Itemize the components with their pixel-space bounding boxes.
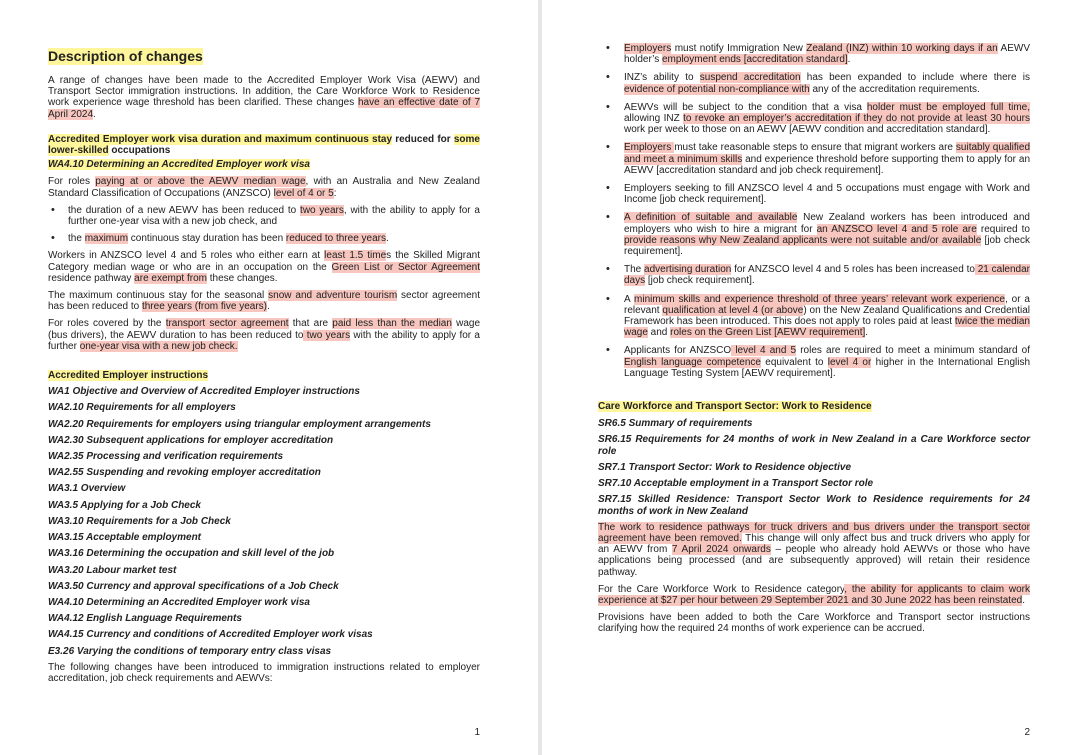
instruction-ref: E3.26 Varying the conditions of temporary entry class visas xyxy=(48,645,332,657)
highlighted-text: A definition of suitable and available xyxy=(624,212,798,224)
highlighted-text: are exempt from xyxy=(134,272,207,284)
instruction-ref: WA3.20 Labour market test xyxy=(48,564,177,576)
highlighted-text: one-year visa with a new job check. xyxy=(79,340,238,352)
highlighted-text: suspend accreditation xyxy=(699,72,801,84)
instruction-ref: WA2.20 Requirements for employers using triangular employment arrangements xyxy=(48,418,431,430)
text-run: and xyxy=(647,327,671,339)
instruction-ref: WA2.55 Suspending and revoking employer accreditation xyxy=(48,467,321,479)
highlighted-text: advertising duration xyxy=(644,264,732,276)
highlighted-text: least 1.5 time xyxy=(324,250,387,262)
residence-ref: SR7.1 Transport Sector: Work to Residence objective xyxy=(598,461,852,473)
highlighted-text: provide reasons why New Zealand applicants were not suitable and/or available xyxy=(624,234,982,246)
bullet-max-stay xyxy=(48,233,480,244)
text-run: these changes. xyxy=(206,272,278,284)
text-run: required to xyxy=(976,223,1030,235)
text-run: A xyxy=(624,293,635,305)
truck-drivers-paragraph xyxy=(598,522,1030,578)
text-run: For the Care Workforce Work to Residence category xyxy=(598,583,845,595)
highlighted-text: level of 4 or 5 xyxy=(273,187,334,199)
bullet-suitable-definition xyxy=(598,212,1030,257)
text-run: must notify Immigration New xyxy=(671,43,807,54)
text-run: sector agreement has been reduced to xyxy=(48,290,480,313)
text-run: , with an Australia and New Zealand Standard Classification of Occupations (ANZSCO) xyxy=(48,176,480,199)
instruction-ref: WA3.16 Determining the occupation and skill level of the job xyxy=(48,548,335,560)
bullet-advertising-duration xyxy=(598,264,1030,286)
page-number: 2 xyxy=(1024,727,1030,738)
highlighted-text: holder must be employed full time, xyxy=(866,101,1030,113)
highlighted-text: minimum skills and experience threshold of three years’ relevant work experience xyxy=(634,293,1005,305)
highlighted-text: level 4 and 5 xyxy=(731,345,797,357)
instruction-ref: WA2.30 Subsequent applications for employer accreditation xyxy=(48,434,334,446)
instruction-ref: WA4.15 Currency and conditions of Accredited Employer work visas xyxy=(48,629,373,641)
section-heading-accredited-employer-text: Accredited Employer instructions xyxy=(48,370,209,382)
text-run: that are xyxy=(288,318,333,330)
bullet-skills-threshold xyxy=(598,294,1030,339)
subheading-wa4-10 xyxy=(48,159,480,170)
subheading-wa4-10-text: WA4.10 Determining an Accredited Employer work visa xyxy=(48,159,310,171)
provisions-paragraph xyxy=(598,612,1030,634)
text-run: work per week to those on an AEWV [AEWV condition and accreditation standard]. xyxy=(624,124,991,136)
instruction-ref: WA3.10 Requirements for a Job Check xyxy=(48,515,231,527)
residence-ref: SR6.5 Summary of requirements xyxy=(598,418,753,430)
roles-paragraph xyxy=(48,176,480,198)
highlighted-text: Zealand (INZ) within 10 working days if an xyxy=(806,43,998,54)
text-run: s the Skilled Migrant Category median wage or who are in an occupation on the xyxy=(48,250,480,273)
text-run: [job check requirement]. xyxy=(645,275,755,287)
highlighted-text: suitably qualified and meet a minimum skills xyxy=(624,142,1031,165)
highlighted-text: an ANZSCO level 4 and 5 role are xyxy=(816,223,977,235)
instruction-ref: WA3.15 Acceptable employment xyxy=(48,532,202,544)
text-run: for ANZSCO level 4 and 5 roles has been increased to xyxy=(731,264,975,276)
text-run: – people who already hold AEWVs or those who have applications being processed (and are subsequently approved) will retain their residence pathway. xyxy=(598,544,1031,578)
residence-ref: SR6.15 Requirements for 24 months of work in New Zealand in a Care Workforce sector role xyxy=(598,434,1030,457)
text-run: continuous stay duration has been xyxy=(128,233,286,245)
highlighted-text: employment ends [accreditation standard] xyxy=(662,54,848,66)
bullet-work-and-income xyxy=(598,183,1030,205)
text-run: roles are required to meet a minimum standard of xyxy=(796,345,1030,357)
text-run: allowing INZ xyxy=(624,113,684,125)
text-run: occupations xyxy=(108,145,171,157)
instruction-ref: WA3.5 Applying for a Job Check xyxy=(48,499,201,511)
instruction-reference-list xyxy=(48,386,480,656)
text-run: higher in the International English Language Testing System [AEWV requirement]. xyxy=(624,356,1031,379)
text-run: For roles xyxy=(48,176,96,188)
text-run: The xyxy=(624,264,645,276)
text-run: ) on the New Zealand Qualifications and Credential Framework has been introduced. This does not apply to roles paid at least xyxy=(624,304,1031,328)
text-run: with the ability to apply for a further xyxy=(48,329,480,352)
instruction-ref: WA2.35 Processing and verification requirements xyxy=(48,451,284,463)
highlighted-text: The work to residence pathways for truck drivers and bus drivers under the transport sector agreement have been removed. xyxy=(598,521,1030,544)
text-run: the xyxy=(68,233,85,245)
text-run: and experience threshold before supporting them to apply for an AEWV [accreditation standard and job check requirement]. xyxy=(624,153,1031,176)
text-run: , or a relevant xyxy=(624,293,1030,316)
text-run: any of the accreditation requirements. xyxy=(809,83,980,95)
highlighted-text: maximum xyxy=(84,233,129,245)
text-run: Applicants for ANZSCO xyxy=(624,345,732,357)
text-run: the duration of a new AEWV has been reduced to xyxy=(68,204,301,216)
text-run: reduced for xyxy=(392,133,454,145)
bullet-duration xyxy=(48,205,480,227)
instruction-ref: WA4.12 English Language Requirements xyxy=(48,613,242,625)
text-run: A range of changes have been made to the Accredited Employer Work Visa (AEWV) and Transport Sector immigration instructions. In addition, the Care Workforce Work to Residence work experience wage threshold has been clarified. These changes xyxy=(48,75,480,109)
text-run: New Zealand workers has been introduced and employers who wish to hire a migrant for xyxy=(624,212,1030,235)
highlighted-text: Employers xyxy=(624,43,672,54)
text-run: has been expanded to include where there is xyxy=(800,72,1030,84)
exempt-workers-paragraph xyxy=(48,250,480,284)
highlighted-text: Accredited Employer work visa duration and maximum continuous stay xyxy=(48,133,393,145)
residence-ref: SR7.15 Skilled Residence: Transport Sector Work to Residence requirements for 24 months of work in New Zealand xyxy=(598,494,1030,517)
instruction-ref: WA3.50 Currency and approval specifications of a Job Check xyxy=(48,580,339,592)
text-run: . xyxy=(385,233,389,245)
highlighted-text: snow and adventure tourism xyxy=(268,290,398,302)
instruction-ref: WA4.10 Determining an Accredited Employer work visa xyxy=(48,596,310,608)
intro-paragraph xyxy=(48,75,480,120)
care-workforce-paragraph xyxy=(598,584,1030,606)
text-run: : xyxy=(333,187,337,199)
bullet-full-time-condition xyxy=(598,102,1030,136)
text-run: . xyxy=(93,108,96,120)
highlighted-text: three years (from five years) xyxy=(141,301,268,313)
changes-bullet-list xyxy=(598,43,1030,379)
highlighted-text: have an effective date of 7 April 2024 xyxy=(48,97,481,120)
page-2-content xyxy=(598,43,1030,641)
highlighted-text: evidence of potential non-compliance with xyxy=(624,83,810,95)
text-run: For roles covered by the xyxy=(48,318,166,330)
highlighted-text: reduced to three years xyxy=(285,233,386,245)
page-number: 1 xyxy=(474,727,480,738)
closing-paragraph: The following changes have been introduced to immigration instructions related to employer accreditation, job check requirements and AEWVs: xyxy=(48,661,480,684)
bullet-english-language xyxy=(598,345,1030,379)
page-1-content xyxy=(48,48,480,690)
text-run: , with the ability to apply for a further one-year visa with a new job check, and xyxy=(68,204,480,228)
text-run: This change will only affect bus and truck drivers who apply for an AEWV from xyxy=(598,532,1030,556)
document-page-1 xyxy=(0,0,538,755)
text-run: The maximum continuous stay for the seasonal xyxy=(48,290,269,302)
text-run: . xyxy=(847,54,851,66)
seasonal-paragraph xyxy=(48,290,480,312)
text-run: must take reasonable steps to ensure that migrant workers are xyxy=(674,142,956,154)
highlighted-text: level 4 or xyxy=(827,356,872,368)
text-run: wage (bus drivers), the AEWV duration to has been reduced to xyxy=(48,318,481,341)
section-heading-care-transport xyxy=(598,401,1030,412)
bullet-reasonable-steps xyxy=(598,142,1030,176)
text-run: equivalent to xyxy=(760,356,828,368)
highlighted-text: to revoke an employer’s accreditation if they do not provide at least 30 hours xyxy=(683,113,1030,125)
highlighted-text: qualification at level 4 (or above xyxy=(662,304,804,316)
document-page-2 xyxy=(542,0,1080,755)
highlighted-text: Green List or Sector Agreement xyxy=(331,261,480,273)
transport-paragraph xyxy=(48,318,480,352)
highlighted-text: 7 April 2024 onwards xyxy=(671,544,771,556)
bullet-notify-inz xyxy=(598,43,1030,65)
text-run: . xyxy=(865,327,869,339)
instruction-ref: WA2.10 Requirements for all employers xyxy=(48,402,236,414)
highlighted-text: roles on the Green List [AEWV requirement] xyxy=(670,327,866,339)
highlighted-text: , the ability for applicants to claim work experience at $27 per hour between 29 September 2021 and 30 June 2022 has been reinstated xyxy=(598,583,1030,606)
highlighted-text: some lower-skilled xyxy=(48,133,480,157)
section-heading-aewv-duration xyxy=(48,134,480,156)
section-heading-accredited-employer xyxy=(48,370,480,381)
text-run: Provisions have been added to both the Care Workforce and Transport sector instructions clarifying how the required 24 months of work experience can be accrued. xyxy=(598,612,1030,635)
highlighted-text: transport sector agreement xyxy=(165,318,289,330)
residence-ref: SR7.10 Acceptable employment in a Transport Sector role xyxy=(598,478,874,490)
highlighted-text: two years xyxy=(303,329,351,341)
highlighted-text: two years xyxy=(300,204,344,216)
text-run: INZ’s ability to xyxy=(624,72,700,84)
highlighted-text: twice the median wage xyxy=(624,316,1030,339)
instruction-ref: WA3.1 Overview xyxy=(48,483,126,495)
text-run: [job check requirement]. xyxy=(624,234,1030,258)
highlighted-text: 21 calendar days xyxy=(624,264,1031,287)
section-heading-care-transport-text: Care Workforce and Transport Sector: Work to Residence xyxy=(598,401,872,413)
text-run: . xyxy=(267,301,270,313)
highlighted-text: Employers xyxy=(624,142,675,154)
text-run: AEWVs will be subject to the condition that a visa xyxy=(624,101,867,113)
bullet-suspend-accreditation xyxy=(598,72,1030,94)
text-run: AEWV holder’s xyxy=(624,43,1030,66)
text-run: Employers seeking to fill ANZSCO level 4 and 5 occupations must engage with Work and Income [job check requirement]. xyxy=(624,183,1030,206)
highlighted-text: paid less than the median xyxy=(332,318,452,330)
text-run: residence pathway xyxy=(48,272,135,284)
document-title: Description of changes xyxy=(48,48,203,64)
text-run: Workers in ANZSCO level 4 and 5 roles who either earn at xyxy=(48,250,325,262)
residence-reference-list xyxy=(598,418,1030,516)
text-run: . xyxy=(1022,594,1025,606)
highlighted-text: paying at or above the AEWV median wage xyxy=(95,176,306,188)
instruction-ref: WA1 Objective and Overview of Accredited Employer instructions xyxy=(48,386,360,398)
duration-bullet-list xyxy=(48,205,480,245)
highlighted-text: English language competence xyxy=(624,356,761,368)
